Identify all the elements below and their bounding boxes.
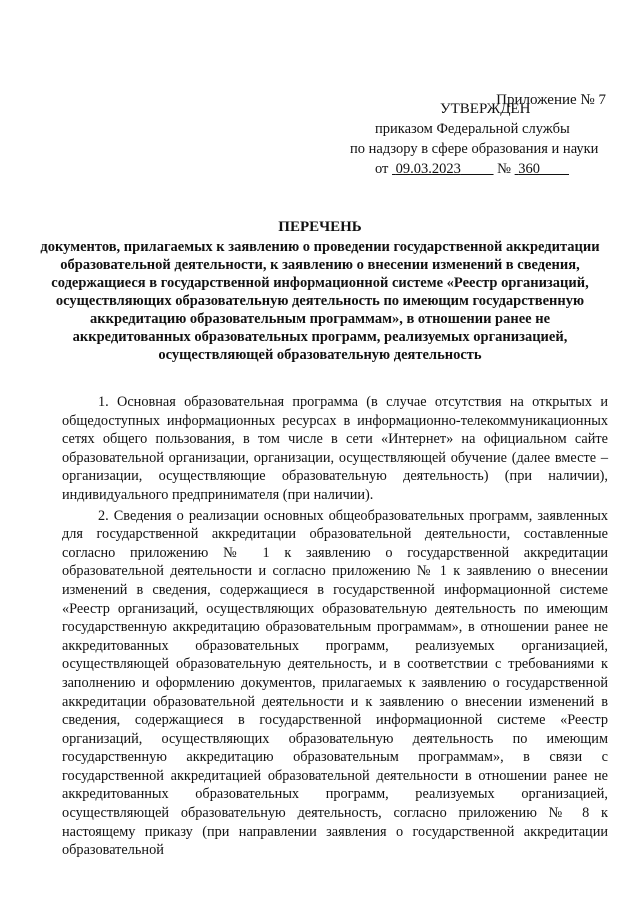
document-body: [62, 393, 608, 860]
approval-order-line: приказом Федеральной службы: [375, 121, 570, 137]
approval-date-value: 09.03.2023: [395, 161, 461, 177]
approval-number: [515, 161, 569, 177]
appendix-number: Приложение № 7: [496, 92, 606, 108]
approval-heading: УТВЕРЖДЕН: [440, 101, 531, 117]
approval-block: [350, 96, 620, 179]
title-subtitle: документов, прилагаемых к заявлению о проведении государственной аккредитации образовательной деятельности, к заявлению о внесении изменений в сведения, содержащиеся в государственной информационной системе «Реестр организаций, осуществляющих образовательную деятельность по имеющим государственную аккредитацию образовательным программам», в отношении ранее не аккредитованных образовательных программ, реализуемых организацией, осуществляющей образовательную деятельность: [40, 239, 600, 363]
title-main: ПЕРЕЧЕНЬ: [278, 219, 362, 235]
approval-from-label: от: [375, 161, 389, 177]
approval-date-number-line: [350, 159, 620, 179]
approval-number-value: 360: [518, 161, 540, 177]
paragraph-2: 2. Сведения о реализации основных общеобразовательных программ, заявленных для государственной аккредитации образовательной деятельности, составленные согласно приложению № 1 к заявлению о государственной аккредитации образовательной деятельности и согласно приложению № 1 к заявлению о внесении изменений в сведения, содержащиеся в государственной информационной системе «Реестр организаций, осуществляющих образовательную деятельность по имеющим государственную аккредитацию образовательным программам», в отношении ранее не аккредитованных образовательных программ, реализуемых организацией, осуществляющей образовательную деятельность, и в соответствии с требованиями к заполнению и оформлению документов, прилагаемых к заявлению о государственной аккредитации образовательной деятельности и к заявлению о внесении изменений в сведения, содержащиеся в государственной информационной системе «Реестр организаций, осуществляющих образовательную деятельность по имеющим государственную аккредитацию образовательным программам», в связи с государственной аккредитацией образовательной деятельности в отношении ранее не аккредитованных образовательных программ, реализуемых организацией, осуществляющей образовательную деятельность, согласно приложению № 8 к настоящему приказу (при направлении заявления о государственной аккредитации образовательной: [62, 507, 608, 859]
approval-number-label: №: [497, 161, 511, 177]
approval-service-line: по надзору в сфере образования и науки: [350, 141, 599, 157]
document-title: [40, 218, 600, 364]
paragraph-1: 1. Основная образовательная программа (в случае отсутствия на открытых и общедоступных информационных ресурсах в информационно-телекоммуникационных сетях общего пользования, в том числе в сети «Интернет» на официальном сайте образовательной организации, организации, осуществляющей обучение (далее вместе – организации, осуществляющие образовательную деятельность) (при наличии), индивидуального предпринимателя (при наличии).: [62, 394, 608, 503]
approval-date: [392, 161, 494, 177]
